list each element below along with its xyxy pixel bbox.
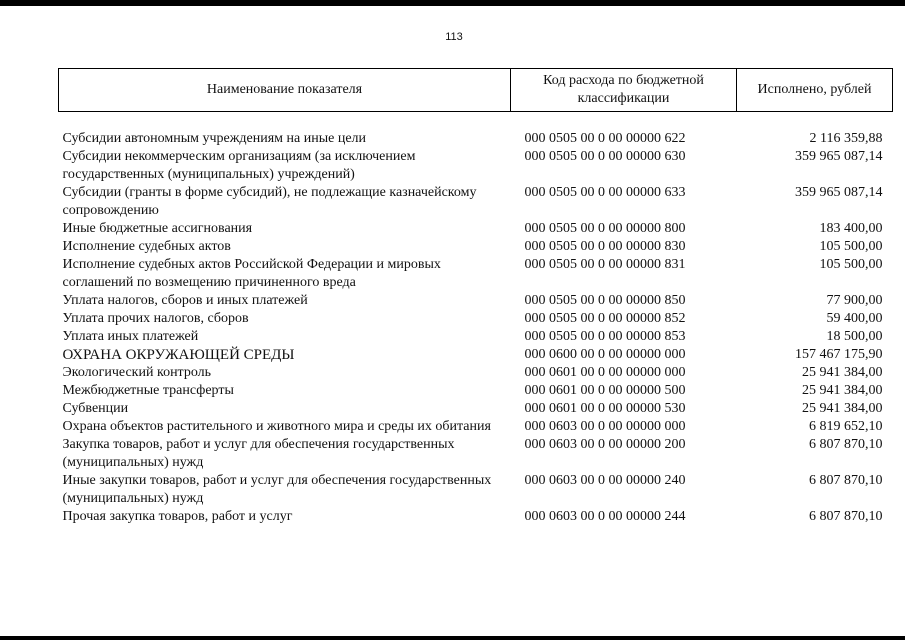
row-name: Субсидии некоммерческим организациям (за исключением государственных (муниципальных) учреждений) [62,149,416,182]
row-code: 000 0505 00 0 00 00000 622 [524,131,686,146]
row-sum: 25 941 384,00 [802,365,883,380]
table-row [59,436,893,472]
row-name: Иные бюджетные ассигнования [62,221,253,236]
table-row-section [59,346,893,364]
table-header-row [59,69,893,112]
row-code: 000 0601 00 0 00 00000 500 [524,383,686,398]
row-name: Уплата налогов, сборов и иных платежей [62,293,308,308]
row-name: Исполнение судебных актов [62,239,231,254]
row-name: Уплата прочих налогов, сборов [62,311,249,326]
row-name: Субсидии (гранты в форме субсидий), не подлежащие казначейскому сопровождению [62,185,477,218]
row-sum: 18 500,00 [826,329,883,344]
row-sum: 59 400,00 [826,311,883,326]
row-sum: 359 965 087,14 [795,149,883,164]
row-code: 000 0601 00 0 00 00000 000 [524,365,686,380]
table-row [59,148,893,184]
row-sum: 359 965 087,14 [795,185,883,200]
row-code: 000 0600 00 0 00 00000 000 [524,347,686,362]
row-code: 000 0601 00 0 00 00000 530 [524,401,686,416]
row-name: Субвенции [62,401,129,416]
table-row [59,418,893,436]
table-row [59,130,893,148]
row-name: Уплата иных платежей [62,329,199,344]
row-code: 000 0505 00 0 00 00000 852 [524,311,686,326]
header-sum: Исполнено, рублей [737,69,893,112]
table-row [59,508,893,526]
top-border-rule [0,0,905,6]
header-name: Наименование показателя [59,69,511,112]
row-name: Исполнение судебных актов Российской Федерации и мировых соглашений по возмещению причиненного вреда [62,257,441,290]
table-row [59,328,893,346]
row-code: 000 0505 00 0 00 00000 630 [524,149,686,164]
row-code: 000 0505 00 0 00 00000 850 [524,293,686,308]
row-code: 000 0603 00 0 00 00000 200 [524,437,686,452]
table-row [59,238,893,256]
header-code: Код расхода по бюджетной классификации [511,69,737,112]
row-code: 000 0603 00 0 00 00000 000 [524,419,686,434]
row-name: Охрана объектов растительного и животного мира и среды их обитания [62,419,491,434]
row-name: Субсидии автономным учреждениям на иные цели [62,131,367,146]
row-name: Закупка товаров, работ и услуг для обеспечения государственных (муниципальных) нужд [62,437,455,470]
row-code: 000 0505 00 0 00 00000 633 [524,185,686,200]
table-row [59,310,893,328]
row-sum: 2 116 359,88 [809,131,883,146]
row-sum: 25 941 384,00 [802,383,883,398]
row-sum: 6 819 652,10 [809,419,883,434]
row-sum: 105 500,00 [819,239,883,254]
table-row [59,256,893,292]
section-name: ОХРАНА ОКРУЖАЮЩЕЙ СРЕДЫ [62,347,295,363]
row-sum: 6 807 870,10 [809,473,883,488]
row-code: 000 0505 00 0 00 00000 800 [524,221,686,236]
table-row [59,220,893,238]
page-number: 113 [445,31,463,43]
row-name: Иные закупки товаров, работ и услуг для обеспечения государственных (муниципальных) нужд [62,473,492,506]
row-name: Межбюджетные трансферты [62,383,234,398]
table-row [59,292,893,310]
row-code: 000 0505 00 0 00 00000 830 [524,239,686,254]
row-code: 000 0505 00 0 00 00000 831 [524,257,686,272]
row-sum: 183 400,00 [819,221,883,236]
bottom-border-rule [0,636,905,640]
expenditure-table [58,68,893,526]
table-row [59,382,893,400]
row-code: 000 0603 00 0 00 00000 240 [524,473,686,488]
table-row [59,364,893,382]
row-sum: 157 467 175,90 [795,347,883,362]
table-row [59,184,893,220]
row-sum: 6 807 870,10 [809,437,883,452]
row-sum: 25 941 384,00 [802,401,883,416]
row-name: Прочая закупка товаров, работ и услуг [62,509,293,524]
table-row [59,400,893,418]
table-row [59,472,893,508]
row-code: 000 0505 00 0 00 00000 853 [524,329,686,344]
row-sum: 77 900,00 [826,293,883,308]
row-code: 000 0603 00 0 00 00000 244 [524,509,686,524]
row-name: Экологический контроль [62,365,212,380]
row-sum: 6 807 870,10 [809,509,883,524]
row-sum: 105 500,00 [819,257,883,272]
